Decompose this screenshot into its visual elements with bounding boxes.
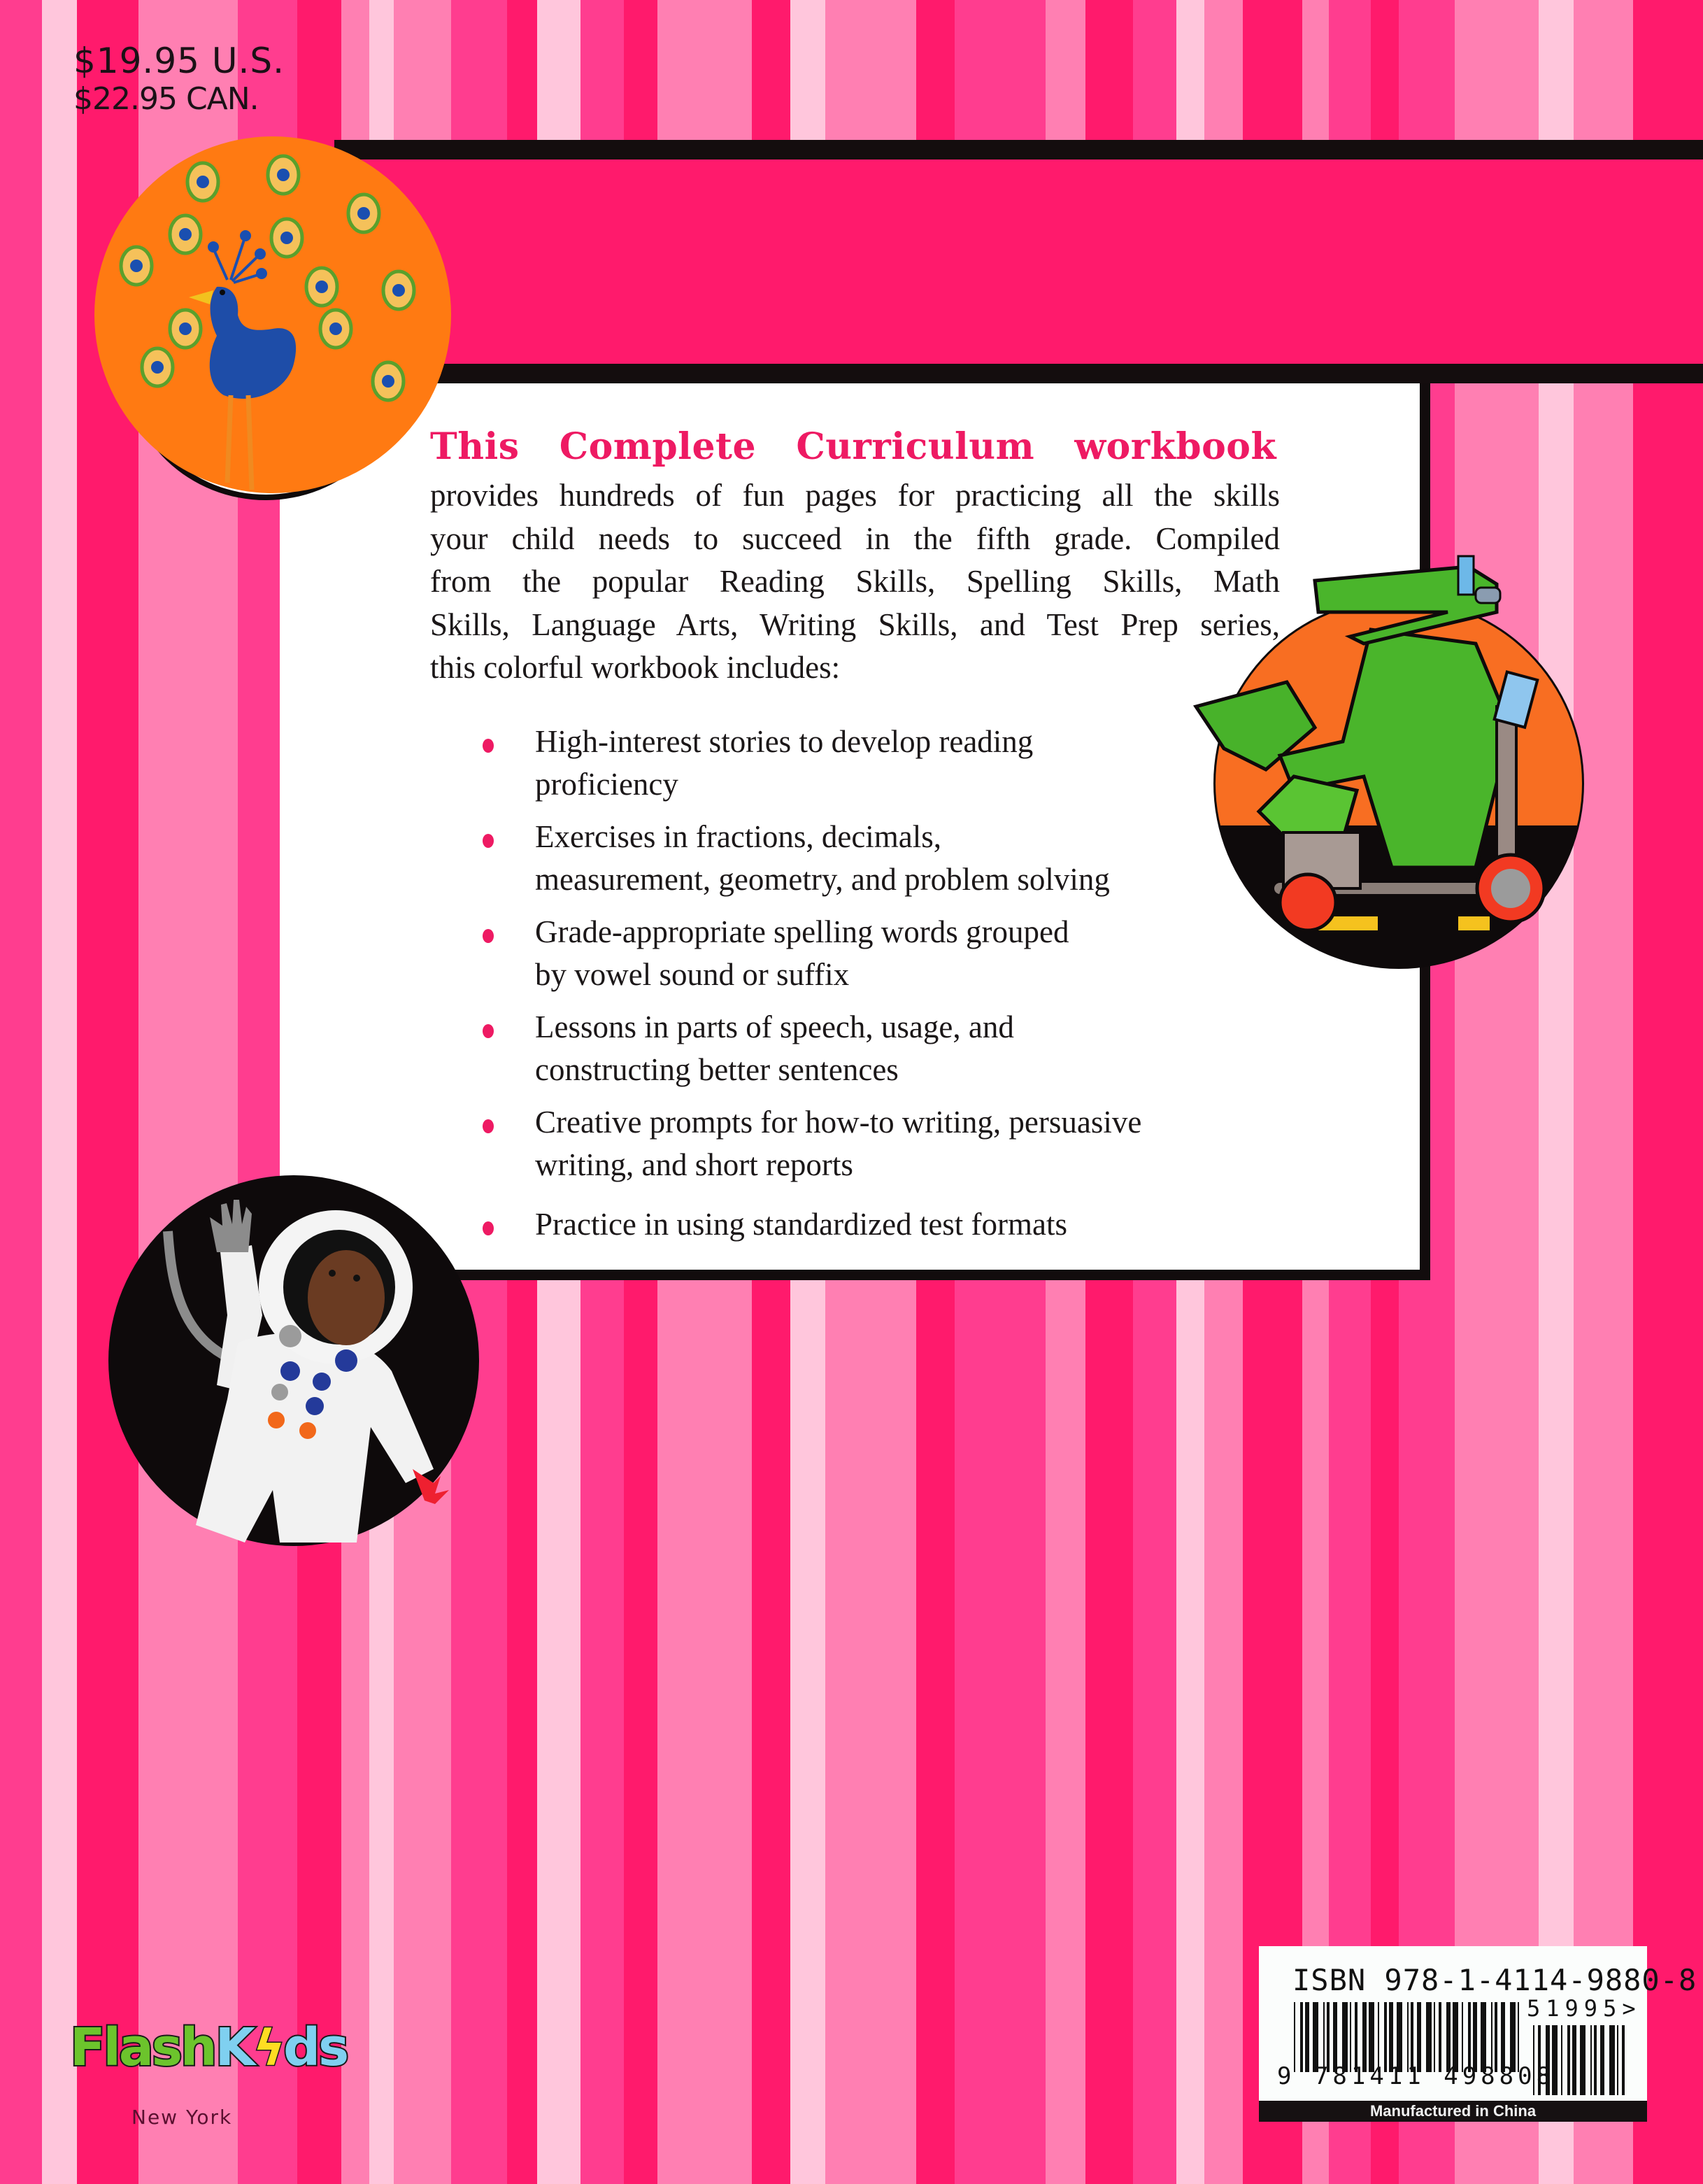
description-body <box>430 474 1280 690</box>
stripe <box>42 0 77 2184</box>
stripe <box>0 0 42 2184</box>
feature-item: Exercises in fractions, decimals, measurement, geometry, and problem solving <box>476 816 1245 901</box>
feature-list <box>476 721 1245 1256</box>
description-line: Skills, Language Arts, Writing Skills, and Test Prep series, <box>430 607 1280 642</box>
publisher-city: New York <box>131 2106 233 2129</box>
bullet-dot-icon <box>483 834 494 848</box>
bullet-dot-icon <box>483 1221 494 1235</box>
feature-item: High-interest stories to develop reading proficiency <box>476 721 1245 806</box>
heading-word: Curriculum <box>796 425 1035 468</box>
price-can: $22.95 CAN. <box>73 81 259 117</box>
description-line: from the popular Reading Skills, Spelling Skills, Math <box>430 564 1280 599</box>
ean-digits-text: 9 781411 498808 <box>1277 2062 1555 2090</box>
feature-item: Practice in using standardized test formats <box>476 1203 1245 1246</box>
description-line: this colorful workbook includes: <box>430 650 841 685</box>
description-line: your child needs to succeed in the fifth grade. Compiled <box>430 520 1280 556</box>
feature-item: Creative prompts for how-to writing, persuasive writing, and short reports <box>476 1101 1245 1186</box>
feature-item: Lessons in parts of speech, usage, and constructing better sentences <box>476 1006 1245 1091</box>
description-line: provides hundreds of fun pages for practicing all the skills <box>430 478 1280 513</box>
description-heading <box>430 425 1276 468</box>
heading-word: workbook <box>1074 425 1276 468</box>
bullet-dot-icon <box>483 1024 494 1038</box>
peacock-illustration-icon <box>84 126 462 504</box>
feature-item: Grade-appropriate spelling words grouped by vowel sound or suffix <box>476 911 1245 996</box>
isbn-text: ISBN 978-1-4114-9880-8 <box>1292 1963 1697 1997</box>
ean-barcode-icon <box>1292 2002 1523 2072</box>
heading-word: This <box>430 425 520 468</box>
flashkids-logo: FlashKϟds <box>70 2018 348 2078</box>
astronaut-illustration-icon <box>105 1161 497 1553</box>
heading-word: Complete <box>559 425 757 468</box>
bullet-dot-icon <box>483 739 494 753</box>
price-label <box>73 43 285 115</box>
bullet-dot-icon <box>483 929 494 943</box>
hot-pink-band <box>334 159 1703 365</box>
second-black-bar <box>277 364 1703 383</box>
bullet-dot-icon <box>483 1119 494 1133</box>
price-us: $19.95 U.S. <box>73 41 285 81</box>
lightning-bolt-icon: ϟ <box>252 2020 284 2077</box>
top-black-bar <box>334 140 1703 159</box>
price-code-text: 51995> <box>1527 1995 1641 2022</box>
manufactured-label: Manufactured in China <box>1259 2101 1647 2122</box>
